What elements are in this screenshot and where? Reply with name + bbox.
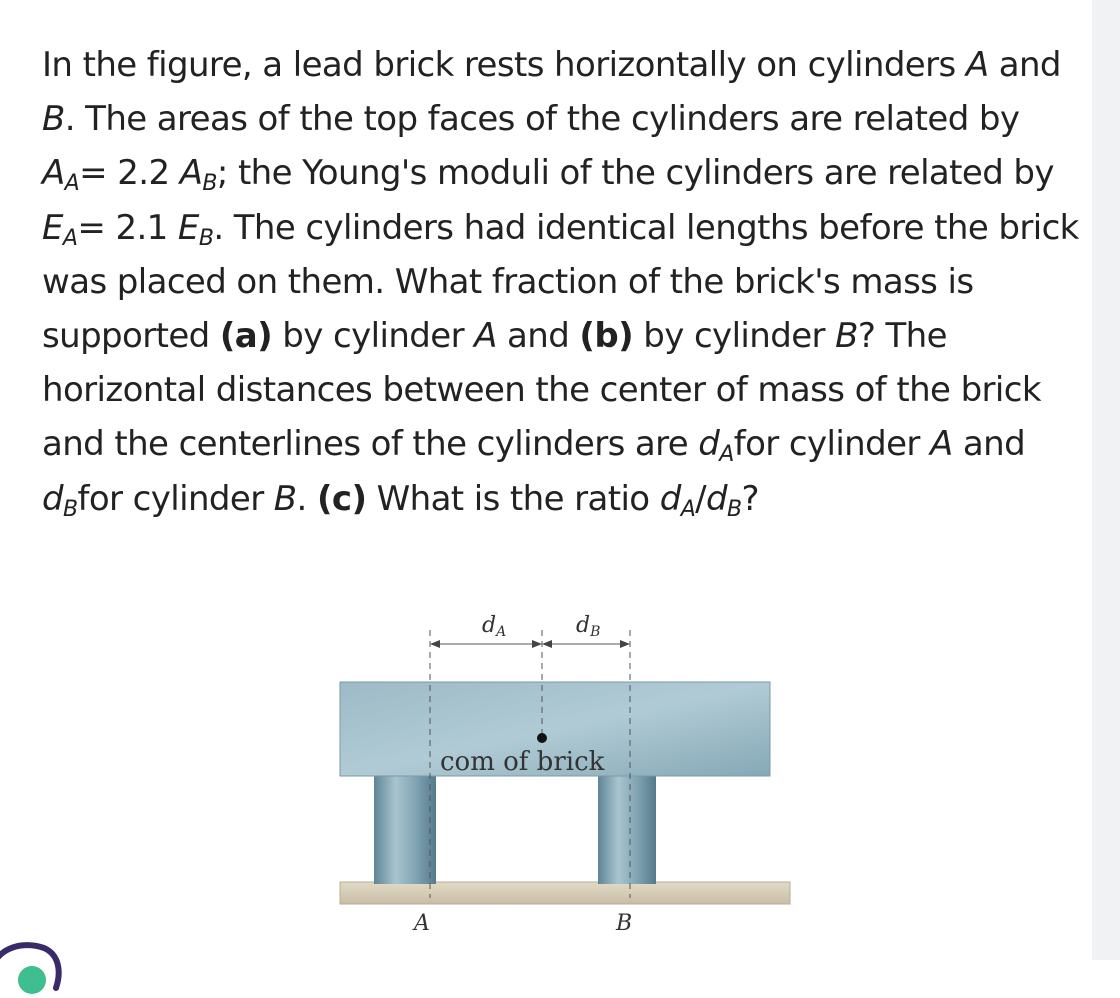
right-edge-panel	[1092, 0, 1120, 960]
com-dot	[537, 733, 547, 743]
label-dB: dB	[576, 613, 601, 640]
problem-statement: In the figure, a lead brick rests horizontally on cylinders A and B. The areas of the top faces of the cylinders are related by $A_A= 2.2$ $A_B$; the Young's moduli of the cylinders are related by $E_A= 2.1$ $E_B$. The cylinders had identical lengths before the brick was placed on them. What fraction of the brick's mass is supported (a) by cylinder A and (b) by cylinder B? The horizontal distances between the center of mass of the brick and the centerlines of the cylinders are $d_Afor$ cylinder A and $d_Bfor$ cylinder B. (c) What is the ratio $d_A/d_B$?	[42, 45, 1079, 522]
part-c-label: (c)	[316, 478, 367, 519]
brick-figure-svg	[330, 598, 800, 938]
cylinder-label-a: A	[414, 911, 430, 936]
cylinder-label-b: B	[616, 911, 633, 936]
com-label: com of brick	[440, 747, 605, 777]
brick-figure	[330, 598, 800, 938]
part-b-label: (b)	[579, 316, 634, 357]
cylinder-b	[598, 774, 656, 884]
part-a-label: (a)	[219, 316, 273, 357]
avatar-icon[interactable]	[0, 918, 62, 998]
ground-slab	[340, 882, 790, 904]
cylinder-a	[374, 774, 436, 884]
label-dA: dA	[482, 613, 507, 640]
